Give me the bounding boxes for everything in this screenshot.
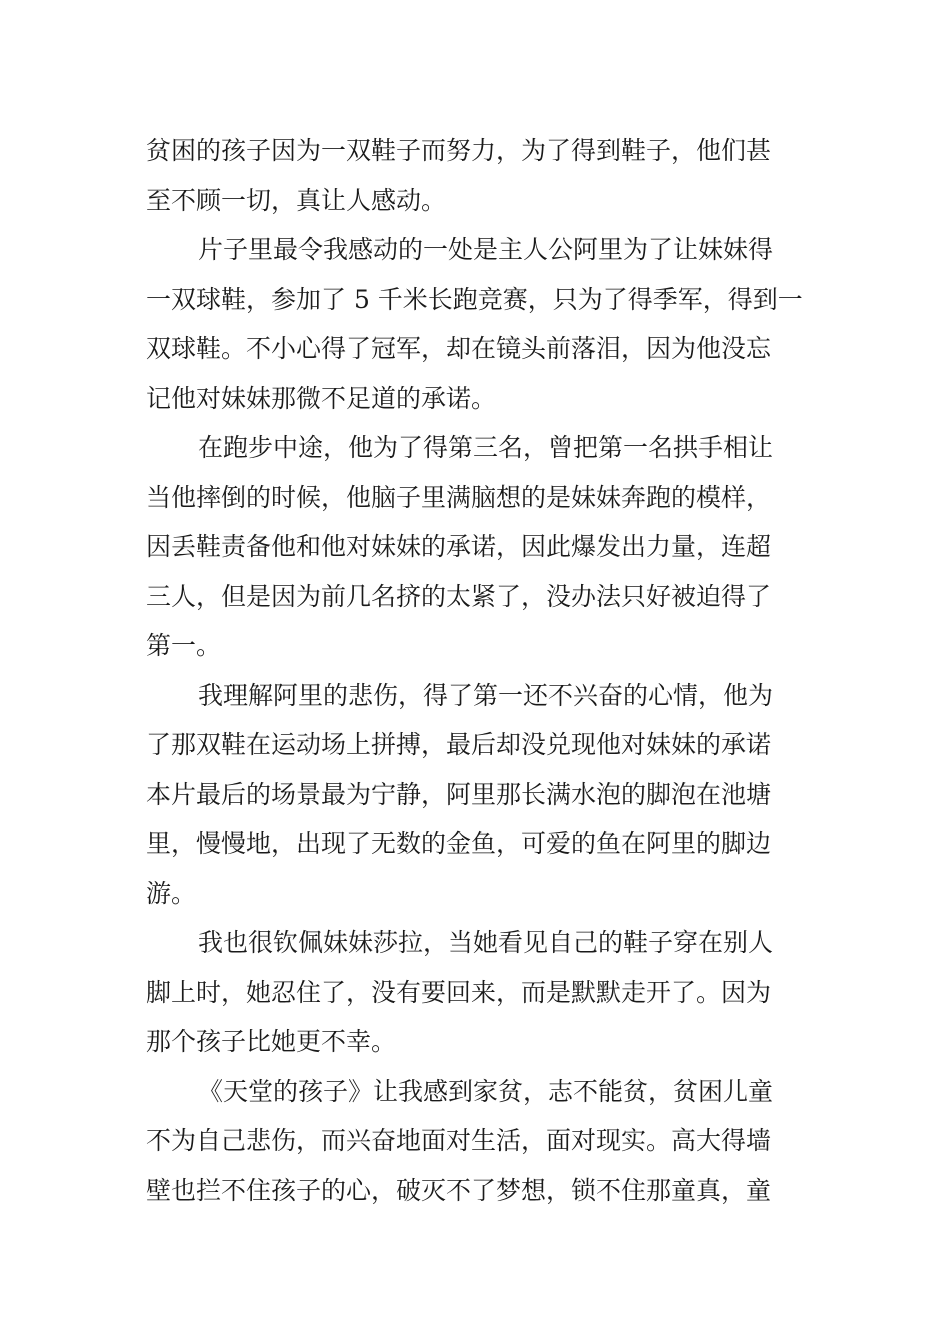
text-line: 那个孩子比她更不幸。 xyxy=(146,1027,397,1056)
text-line: 不为自己悲伤，而兴奋地面对生活，面对现实。高大得墙 xyxy=(146,1126,772,1155)
text-line: 记他对妹妹那微不足道的承诺。 xyxy=(146,383,497,413)
paragraph-1 xyxy=(146,126,811,225)
text-line: 我也很钦佩妹妹莎拉，当她看见自己的鞋子穿在别人 xyxy=(198,928,774,957)
text-line: 我理解阿里的悲伤，得了第一还不兴奋的心情，他为 xyxy=(198,680,774,710)
text-line: 本片最后的场景最为宁静，阿里那长满水泡的脚泡在池塘 xyxy=(146,779,772,809)
text-line: 第一。 xyxy=(146,631,222,660)
document-body xyxy=(146,126,811,1215)
paragraph-6 xyxy=(146,1067,811,1216)
text-line: 片子里最令我感动的一处是主人公阿里为了让妹妹得 xyxy=(198,235,774,264)
text-line: 因丢鞋责备他和他对妹妹的承诺，因此爆发出力量，连超 xyxy=(146,532,772,561)
text-line: 三人，但是因为前几名挤的太紧了，没办法只好被迫得了 xyxy=(146,581,772,611)
text-line: 脚上时，她忍住了，没有要回来，而是默默走开了。因为 xyxy=(146,977,772,1007)
text-line: 在跑步中途，他为了得第三名，曾把第一名拱手相让 xyxy=(198,433,774,462)
text-line: 里，慢慢地，出现了无数的金鱼，可爱的鱼在阿里的脚边 xyxy=(146,829,772,858)
text-line: 双球鞋。不小心得了冠军，却在镜头前落泪，因为他没忘 xyxy=(146,334,772,363)
text-line: 壁也拦不住孩子的心，破灭不了梦想，锁不住那童真，童 xyxy=(146,1175,772,1205)
text-line: 游。 xyxy=(146,878,197,908)
text-line: 一双球鞋，参加了 5 千米长跑竞赛，只为了得季军，得到一 xyxy=(146,284,803,314)
paragraph-2 xyxy=(146,225,811,423)
paragraph-5 xyxy=(146,918,811,1067)
text-line: 了那双鞋在运动场上拼搏，最后却没兑现他对妹妹的承诺 xyxy=(146,730,772,759)
paragraph-3 xyxy=(146,423,811,671)
paragraph-4 xyxy=(146,671,811,919)
text-line: 当他摔倒的时候，他脑子里满脑想的是妹妹奔跑的模样， xyxy=(146,482,772,512)
text-line: 至不顾一切，真让人感动。 xyxy=(146,185,447,215)
text-line: 《天堂的孩子》让我感到家贫，志不能贫，贫困儿童 xyxy=(198,1076,774,1106)
text-line: 贫困的孩子因为一双鞋子而努力，为了得到鞋子，他们甚 xyxy=(146,136,772,165)
